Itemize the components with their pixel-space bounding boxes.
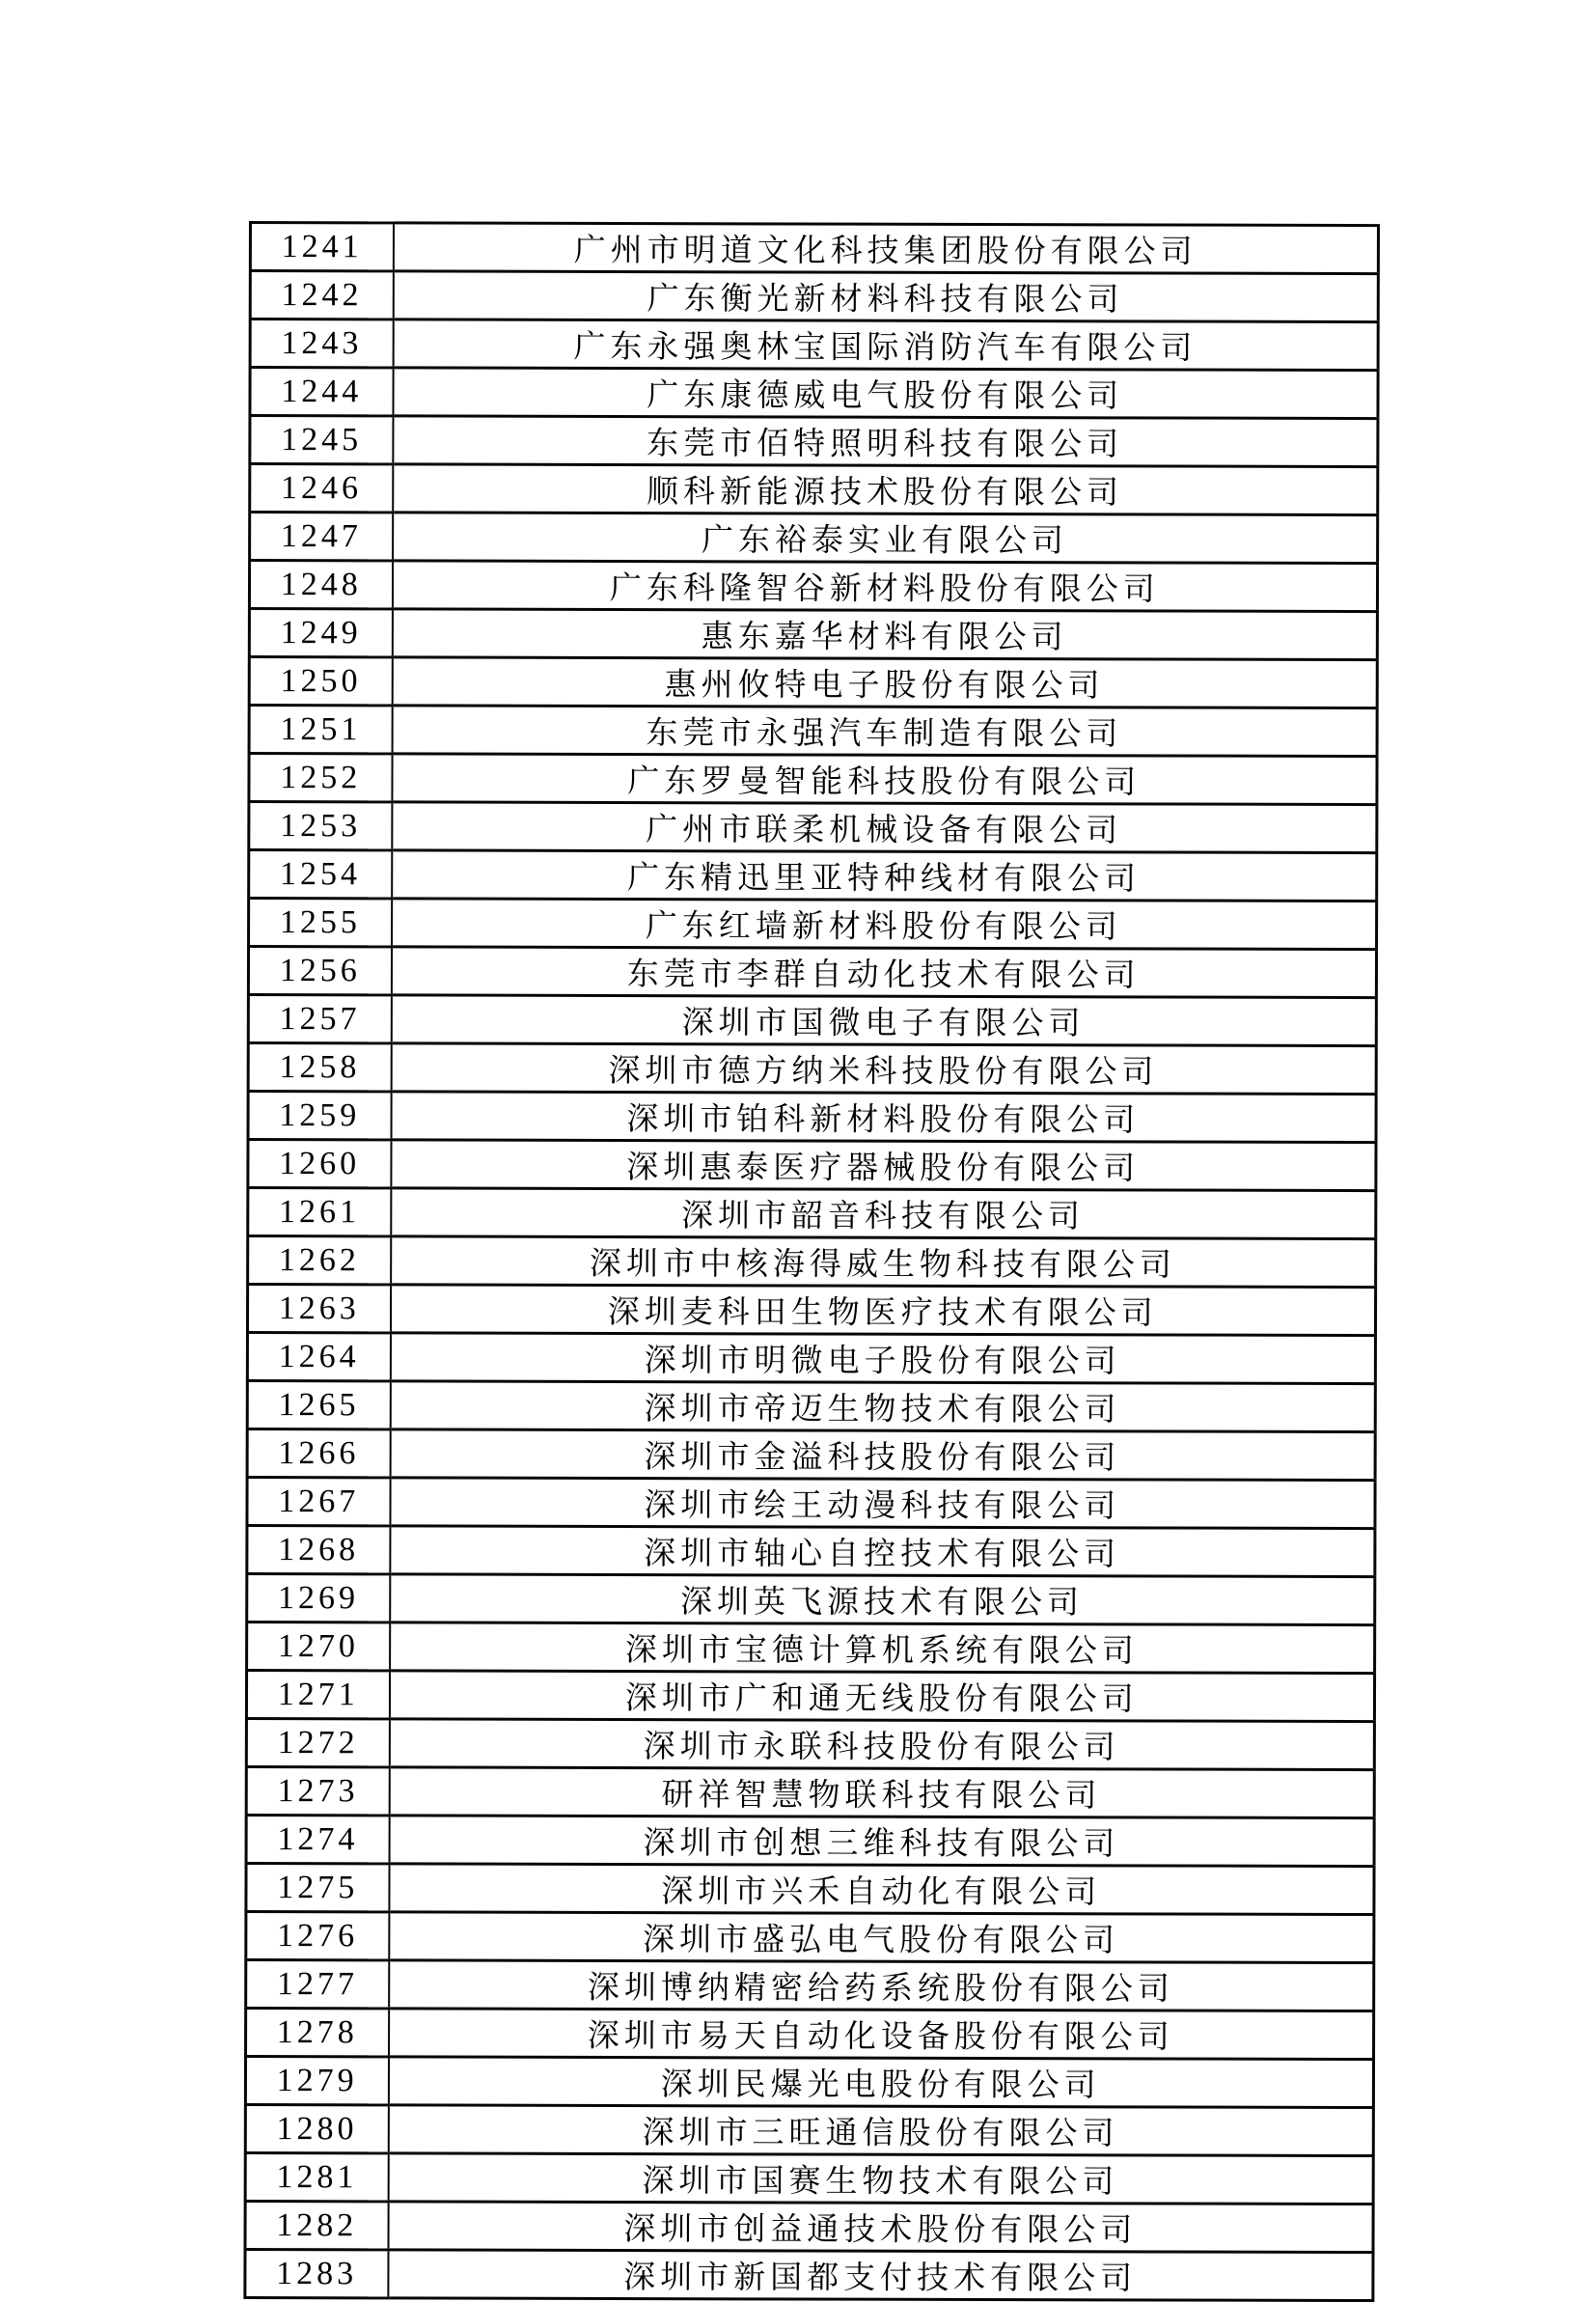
table-row — [245, 2104, 1373, 2155]
row-index-cell: 1277 — [246, 1959, 389, 2008]
table-row — [248, 1236, 1376, 1288]
company-name-cell: 深圳市创想三维科技有限公司 — [389, 1816, 1374, 1867]
row-index-cell: 1244 — [250, 368, 393, 416]
table-row — [247, 1477, 1375, 1528]
table-row — [247, 1285, 1375, 1336]
table-row — [246, 1766, 1374, 1817]
row-index-cell: 1242 — [250, 271, 393, 319]
company-name-cell: 研祥智慧物联科技有限公司 — [389, 1767, 1374, 1818]
company-name-cell: 广州市明道文化科技集团股份有限公司 — [393, 223, 1378, 274]
company-name-cell: 惠州攸特电子股份有限公司 — [392, 657, 1377, 708]
row-index-cell: 1276 — [246, 1911, 389, 1959]
table-row — [246, 1718, 1374, 1769]
row-index-cell: 1254 — [249, 850, 392, 899]
company-name-cell: 深圳市新国都支付技术有限公司 — [388, 2250, 1373, 2301]
table-row — [249, 899, 1377, 950]
row-index-cell: 1247 — [250, 513, 393, 561]
table-row — [250, 513, 1378, 564]
row-index-cell: 1262 — [248, 1236, 391, 1285]
row-index-cell: 1264 — [247, 1333, 390, 1381]
row-index-cell: 1280 — [245, 2104, 388, 2152]
row-index-cell: 1257 — [248, 995, 391, 1043]
row-index-cell: 1278 — [246, 2008, 389, 2056]
row-index-cell: 1282 — [245, 2201, 388, 2249]
company-name-cell: 深圳市易天自动化设备股份有限公司 — [389, 2009, 1374, 2060]
row-index-cell: 1241 — [250, 223, 393, 271]
table-row — [246, 1670, 1374, 1721]
company-name-cell: 广东红墙新材料股份有限公司 — [392, 899, 1377, 950]
table-row — [248, 1092, 1376, 1143]
table-row — [246, 2008, 1374, 2059]
company-name-cell: 深圳市国赛生物技术有限公司 — [388, 2153, 1373, 2205]
company-name-cell: 深圳市广和通无线股份有限公司 — [389, 1671, 1374, 1722]
company-name-cell: 广东永强奥林宝国际消防汽车有限公司 — [393, 319, 1378, 371]
table-row — [249, 609, 1377, 660]
table-row — [248, 947, 1376, 998]
table-row — [245, 2249, 1373, 2300]
table-row — [249, 850, 1377, 901]
company-name-cell: 广东康德威电气股份有限公司 — [393, 368, 1378, 419]
company-name-cell: 深圳市国微电子有限公司 — [391, 995, 1376, 1046]
company-name-cell: 深圳民爆光电股份有限公司 — [388, 2057, 1373, 2108]
table-row — [250, 223, 1378, 274]
row-index-cell: 1270 — [247, 1622, 390, 1670]
row-index-cell: 1260 — [248, 1140, 391, 1188]
company-name-cell: 广州市联柔机械设备有限公司 — [392, 802, 1377, 853]
table-row — [250, 368, 1378, 419]
row-index-cell: 1273 — [246, 1766, 389, 1815]
table-row — [248, 1043, 1376, 1095]
table-row — [250, 464, 1378, 515]
table-row — [247, 1573, 1375, 1624]
row-index-cell: 1258 — [248, 1043, 391, 1092]
row-index-cell: 1275 — [246, 1863, 389, 1911]
row-index-cell: 1261 — [248, 1188, 391, 1236]
table-row — [247, 1428, 1375, 1480]
company-name-cell: 深圳市德方纳米科技股份有限公司 — [391, 1043, 1376, 1095]
company-name-cell: 东莞市李群自动化技术有限公司 — [391, 947, 1376, 998]
table-row — [248, 1188, 1376, 1239]
company-name-cell: 深圳市创益通技术股份有限公司 — [388, 2202, 1373, 2253]
table-row — [249, 802, 1377, 853]
company-name-cell: 深圳麦科田生物医疗技术有限公司 — [390, 1285, 1375, 1336]
table-row — [249, 657, 1377, 708]
row-index-cell: 1255 — [249, 899, 392, 947]
row-index-cell: 1279 — [245, 2056, 388, 2104]
company-name-cell: 广东罗曼智能科技股份有限公司 — [392, 754, 1377, 805]
row-index-cell: 1266 — [247, 1428, 390, 1477]
company-name-cell: 顺科新能源技术股份有限公司 — [393, 464, 1378, 515]
row-index-cell: 1250 — [249, 657, 392, 706]
table-row — [246, 1911, 1374, 1962]
row-index-cell: 1272 — [246, 1718, 389, 1766]
row-index-cell: 1265 — [247, 1380, 390, 1428]
company-name-cell: 深圳市帝迈生物技术有限公司 — [390, 1381, 1375, 1432]
company-name-cell: 广东衡光新材料科技有限公司 — [393, 271, 1378, 322]
row-index-cell: 1259 — [248, 1092, 391, 1140]
company-name-cell: 深圳市中核海得威生物科技有限公司 — [391, 1236, 1376, 1288]
company-name-cell: 惠东嘉华材料有限公司 — [392, 609, 1377, 660]
company-list-table — [243, 221, 1380, 2302]
table-row — [250, 416, 1378, 467]
row-index-cell: 1252 — [249, 754, 392, 802]
table-row — [248, 1140, 1376, 1191]
company-table-body — [245, 223, 1379, 2301]
company-name-cell: 深圳市永联科技股份有限公司 — [389, 1719, 1374, 1770]
company-name-cell: 深圳市宝德计算机系统有限公司 — [390, 1622, 1375, 1674]
table-row — [246, 1863, 1374, 1914]
row-index-cell: 1281 — [245, 2152, 388, 2201]
table-row — [247, 1380, 1375, 1431]
row-index-cell: 1283 — [245, 2249, 388, 2297]
row-index-cell: 1243 — [250, 319, 393, 368]
table-row — [245, 2201, 1373, 2252]
table-row — [249, 754, 1377, 805]
company-name-cell: 深圳英飞源技术有限公司 — [390, 1574, 1375, 1625]
row-index-cell: 1256 — [248, 947, 391, 995]
company-name-cell: 深圳市铂科新材料股份有限公司 — [391, 1092, 1376, 1143]
table-row — [247, 1622, 1375, 1673]
table-row — [246, 1959, 1374, 2011]
table-row — [245, 2056, 1373, 2107]
row-index-cell: 1269 — [247, 1573, 390, 1622]
row-index-cell: 1274 — [246, 1815, 389, 1863]
company-name-cell: 广东科隆智谷新材料股份有限公司 — [392, 561, 1377, 612]
row-index-cell: 1249 — [249, 609, 392, 657]
row-index-cell: 1248 — [249, 561, 392, 609]
row-index-cell: 1268 — [247, 1525, 390, 1573]
table-row — [247, 1333, 1375, 1384]
row-index-cell: 1271 — [246, 1670, 389, 1718]
row-index-cell: 1246 — [250, 464, 393, 513]
company-name-cell: 深圳市明微电子股份有限公司 — [390, 1333, 1375, 1384]
table-row — [249, 561, 1377, 612]
row-index-cell: 1267 — [247, 1477, 390, 1525]
row-index-cell: 1251 — [249, 706, 392, 754]
company-name-cell: 深圳博纳精密给药系统股份有限公司 — [389, 1960, 1374, 2011]
company-name-cell: 深圳惠泰医疗器械股份有限公司 — [391, 1140, 1376, 1191]
table-row — [250, 271, 1378, 322]
company-name-cell: 深圳市三旺通信股份有限公司 — [388, 2105, 1373, 2156]
company-name-cell: 深圳市兴禾自动化有限公司 — [389, 1864, 1374, 1915]
company-name-cell: 东莞市永强汽车制造有限公司 — [392, 706, 1377, 757]
table-row — [247, 1525, 1375, 1576]
company-name-cell: 广东精迅里亚特种线材有限公司 — [392, 850, 1377, 901]
row-index-cell: 1245 — [250, 416, 393, 464]
row-index-cell: 1263 — [247, 1285, 390, 1333]
table-row — [250, 319, 1378, 371]
company-name-cell: 深圳市轴心自控技术有限公司 — [390, 1526, 1375, 1577]
table-row — [248, 995, 1376, 1046]
table-row — [246, 1815, 1374, 1866]
table-row — [245, 2152, 1373, 2204]
row-index-cell: 1253 — [249, 802, 392, 850]
company-name-cell: 深圳市盛弘电气股份有限公司 — [389, 1912, 1374, 1963]
table-row — [249, 706, 1377, 757]
company-name-cell: 东莞市佰特照明科技有限公司 — [393, 416, 1378, 467]
company-name-cell: 深圳市金溢科技股份有限公司 — [390, 1429, 1375, 1481]
company-name-cell: 广东裕泰实业有限公司 — [393, 513, 1378, 564]
company-name-cell: 深圳市绘王动漫科技有限公司 — [390, 1478, 1375, 1529]
company-name-cell: 深圳市韶音科技有限公司 — [391, 1188, 1376, 1239]
